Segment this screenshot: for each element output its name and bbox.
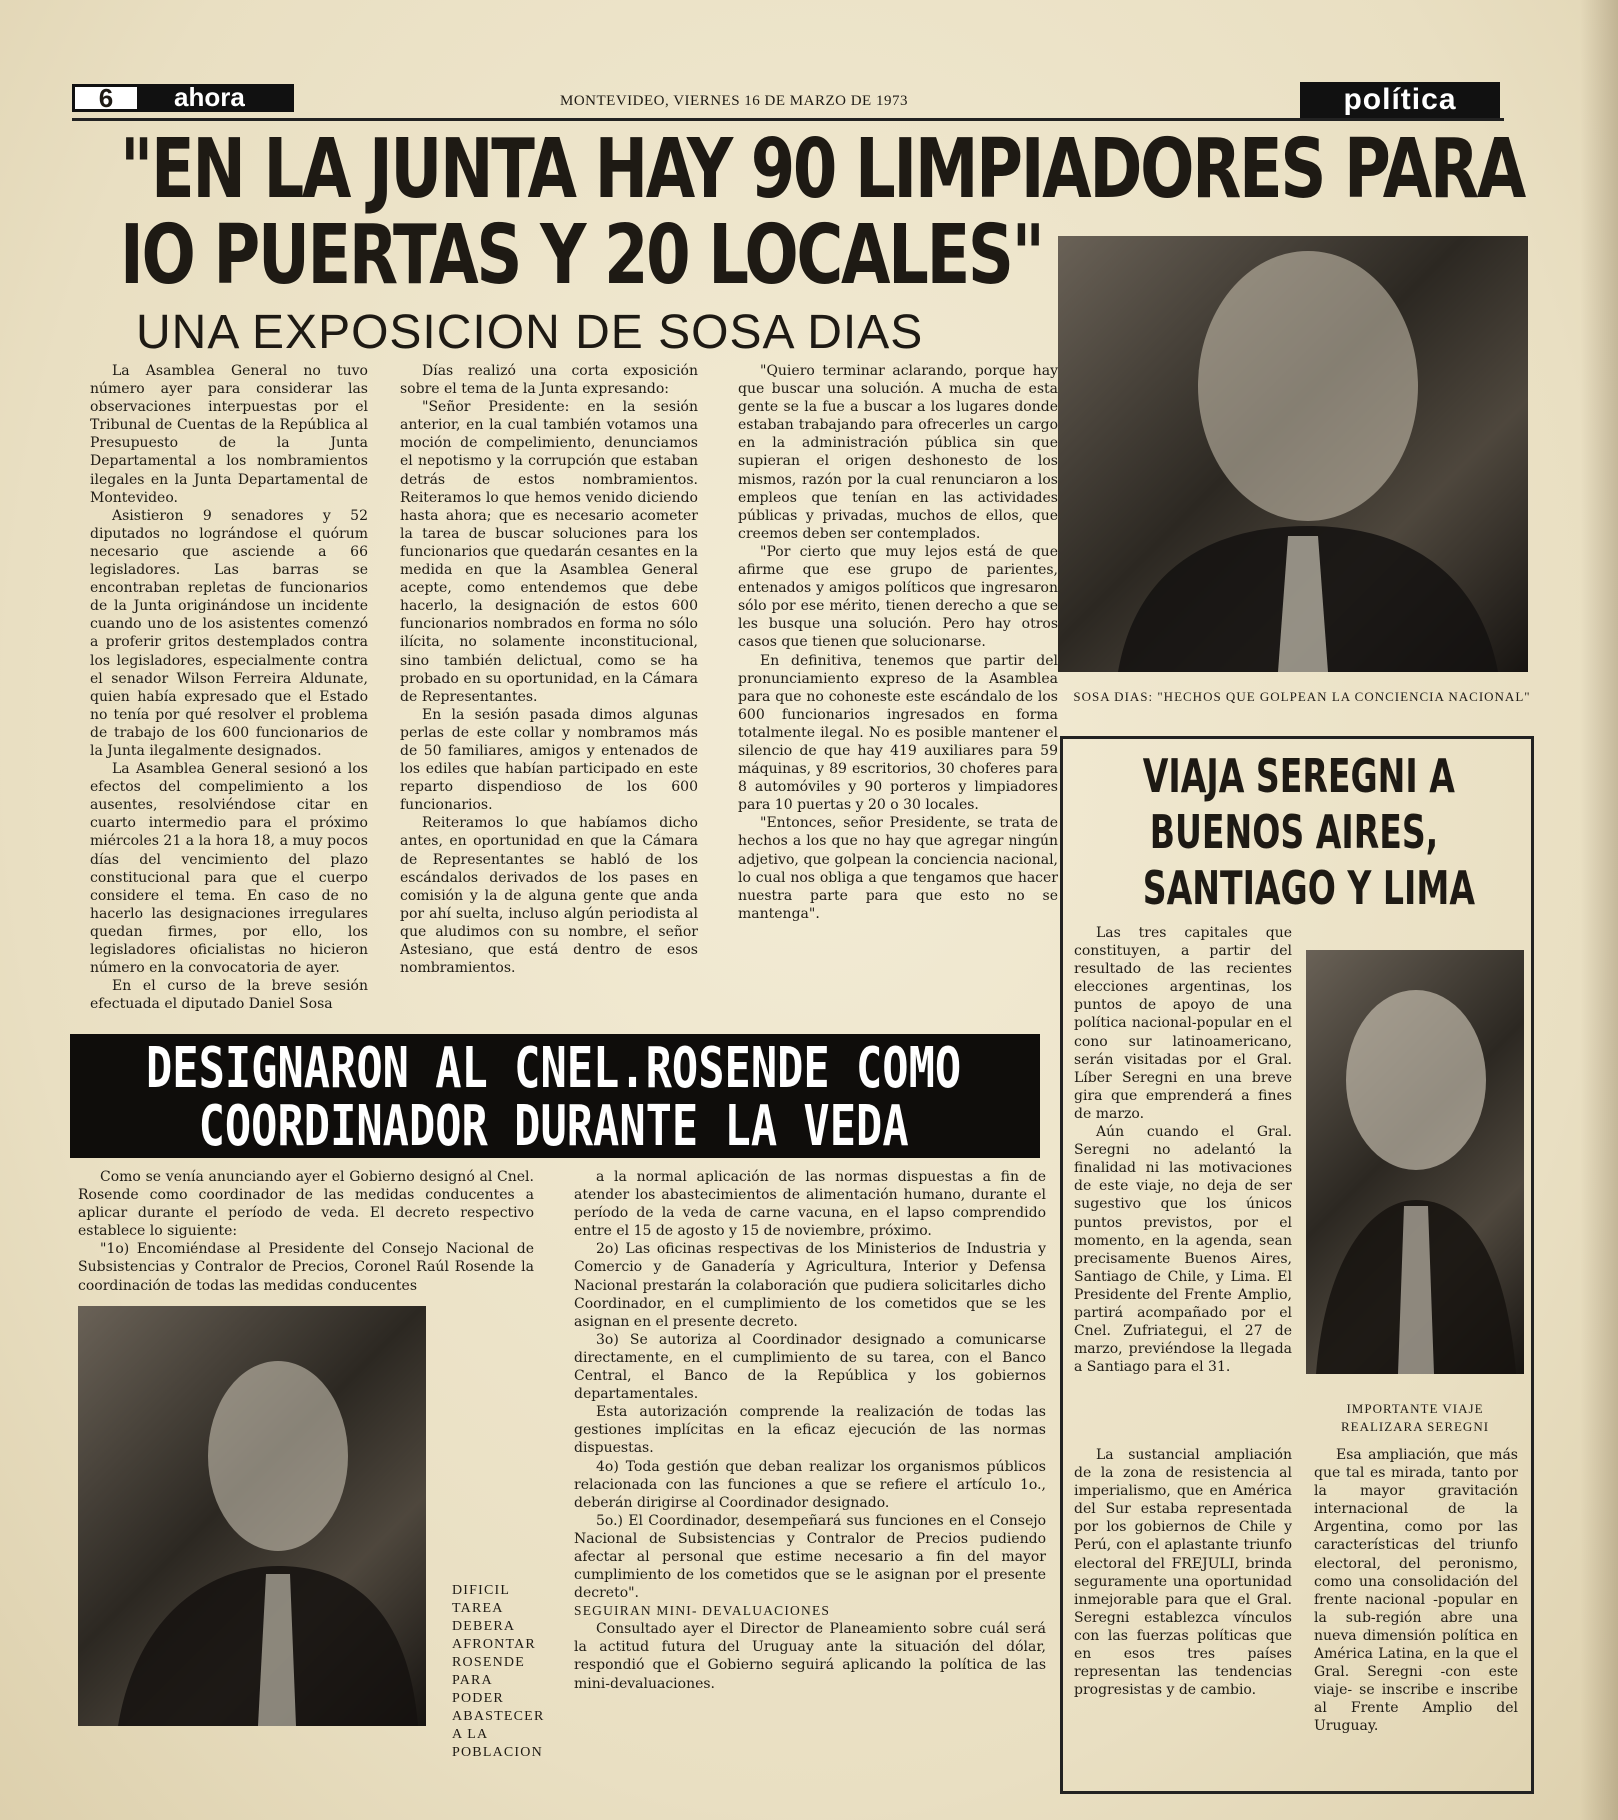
page-number: 6: [72, 84, 140, 112]
paragraph: "Señor Presidente: en la sesión anterior, en la cual también votamos una moción de compelimiento, denunciamos el nepotismo y la corrupción que estaban detrás de estos nombramientos. Reiteramos lo que hemos venido diciendo hasta ahora; que es necesario acometer la tarea de buscar soluciones para los funcionarios que quedarán cesantes en la medida en que la Asamblea General acepte, como entendemos que debe hacerlo, la designación de estos 600 funcionarios nombrados en forma no sólo ilícita, no solamente inconstitucional, sino también delictual, como se ha probado en su oportunidad, en la Cámara de Representantes.: [400, 399, 698, 705]
subhead: SEGUIRAN MINI- DEVALUACIONES: [574, 1603, 831, 1619]
paragraph: "Por cierto que muy lejos está de que afirme que ese grupo de parientes, entenados y amigos políticos que ingresaron sólo por ese mérito, tienen derecho a que se les busque una solución. Pero hay otros casos que tienen que solucionarse.: [738, 543, 1058, 651]
paragraph: 2o) Las oficinas respectivas de los Ministerios de Industria y Comercio y de Ganadería y Agricultura, Interior y Defensa Nacional prestarán la colaboración que pudiera solicitarles dicho Coordinador, en el cumplimiento de los cometidos que se les asignan en el presente decreto.: [574, 1241, 1046, 1330]
sidebar-headline-line: SANTIAGO Y LIMA: [1142, 861, 1475, 915]
paragraph: Como se venía anunciando ayer el Gobierno designó al Cnel. Rosende como coordinador de las medidas conducentes a aplicar durante el período de veda. El decreto respectivo establece lo siguiente:: [78, 1169, 534, 1240]
section-label: política: [1300, 82, 1500, 118]
story2-column-1: [78, 1168, 534, 1295]
photo-caption: SOSA DIAS: "HECHOS QUE GOLPEAN LA CONCIENCIA NACIONAL": [1073, 689, 1531, 704]
paragraph: Aún cuando el Gral. Seregni no adelantó la finalidad ni las motivaciones de este viaje, no deja de ser sugestivo que los únicos puntos previstos, por el momento, en la agenda, sean precisamente Buenos Aires, Santiago de Chile, y Lima. El Presidente del Frente Amplio, partirá acompañado por el Cnel. Zufriategui, el 27 de marzo, previéndose la llegada a Santiago para el 31.: [1074, 1124, 1292, 1376]
paragraph: Consultado ayer el Director de Planeamiento sobre cuál será la actitud futura del Uruguay ante la situación del dólar, respondió que el Gobierno seguirá aplicando la política de las mini-devaluaciones.: [574, 1621, 1046, 1692]
sidebar-headline-line: VIAJA SEREGNI A: [1142, 749, 1455, 803]
paragraph: "Entonces, señor Presidente, se trata de hechos a los que no hay que agregar ningún adjetivo, que golpean la conciencia nacional, lo cual nos obliga a que tengamos que hacer nuestra parte para que esto no se mantenga".: [738, 815, 1058, 922]
caption-line: PARA: [452, 1673, 493, 1688]
sidebar-column-1-bottom: [1074, 1446, 1292, 1699]
portrait-silhouette-icon: [1058, 236, 1528, 672]
photo-caption: [452, 1582, 572, 1762]
masthead-rule: [72, 118, 1504, 121]
page-edge-shadow: [1580, 0, 1618, 1820]
dateline: MONTEVIDEO, VIERNES 16 DE MARZO DE 1973: [560, 93, 908, 109]
paragraph: 5o.) El Coordinador, desempeñará sus funciones en el Consejo Nacional de Subsistencias y Contralor de Precios pudiendo afectar al personal que estime necesario a fin del mayor cumplimiento de los cometidos que se le asignan por el presente decreto".: [574, 1512, 1046, 1602]
caption-line: ROSENDE: [452, 1655, 525, 1670]
portrait-silhouette-icon: [78, 1306, 426, 1726]
story2-headline-line-1: DESIGNARON AL CNEL.ROSENDE COMO: [145, 1036, 962, 1101]
paragraph: La Asamblea General no tuvo número ayer para considerar las observaciones interpuestas por el Tribunal de Cuentas de la República al Presupuesto de la Junta Departamental a los nombramientos ilegales en la Junta Departamental de Montevideo.: [90, 363, 368, 506]
story1-column-2: [400, 362, 698, 977]
paragraph: La Asamblea General sesionó a los efectos del compelimiento a los ausentes, resolviéndose citar en cuarto intermedio para el próximo miércoles 21 a la hora 18, a muy pocos días del vencimiento del plazo constitucional para que el cuerpo considere el tema. En caso de no hacerlo las designaciones irregulares quedan firmes, por ello, los legisladores oficialistas no hicieron número en la convocatoria de ayer.: [90, 761, 368, 977]
caption-line: AFRONTAR: [452, 1637, 536, 1652]
paragraph: Días realizó una corta exposición sobre el tema de la Junta expresando:: [400, 363, 698, 398]
paragraph: En el curso de la breve sesión efectuada el diputado Daniel Sosa: [90, 978, 368, 1013]
caption-line: DEBERA: [452, 1619, 516, 1634]
sidebar-column-2-bottom: [1314, 1446, 1518, 1736]
seregni-photo: [1306, 950, 1524, 1374]
paragraph: La sustancial ampliación de la zona de resistencia al imperialismo, que en América del Sur estaba representada por los gobiernos de Chile y Perú, con el aplastante triunfo electoral del FREJULI, brinda seguramente una oportunidad inmejorable para que el Gral. Seregni establezca vínculos con las fuerzas políticas que en esos tres países representan las tendencias progresistas y de cambio.: [1074, 1447, 1292, 1699]
paragraph: Asistieron 9 senadores y 52 diputados no lográndose el quórum necesario que asciende a 66 legisladores. Las barras se encontraban repletas de funcionarios de la Junta originándose un incidente cuando uno de los asistentes comenzó a proferir gritos destemplados contra los legisladores, especialmente contra el senador Wilson Ferreira Aldunate, quien había expresado que el Estado no tenía por qué resolver el problema de trabajo de los 600 funcionarios de la Junta ilegalmente designados.: [90, 507, 368, 759]
paragraph: En definitiva, tenemos que partir del pronunciamiento expreso de la Asamblea para que no cohoneste este escándalo de los 600 funcionarios ingresados en forma totalmente ilegal. No es posible mantener el silencio de que hay 419 auxiliares para 59 máquinas, y 89 escritorios, 30 choferes para 8 automóviles y 90 porteros y limpiadores para 10 puertas y 20 o 30 locales.: [738, 652, 1058, 814]
paragraph: 3o) Se autoriza al Coordinador designado a comunicarse directamente, en el cumplimiento de su tarea, con el Banco Central, el Banco de la República y los gobiernos departamentales.: [574, 1331, 1046, 1403]
paragraph: Esa ampliación, que más que tal es mirada, tanto por la mayor gravitación internacional de la Argentina, como por las características del triunfo electoral, del peronismo, como una consolidación del frente nacional -popular en la sub-región abre una nueva dimensión política en América Latina, en la que el Gral. Seregni -con este viaje- se inscribe e inscribe al Frente Amplio del Uruguay.: [1314, 1447, 1518, 1735]
story1-column-3: [738, 362, 1058, 923]
subheadline: UNA EXPOSICION DE SOSA DIAS: [136, 306, 924, 359]
paragraph: "Quiero terminar aclarando, porque hay que buscar una solución. A mucha de esta gente se la fue a buscar a los lugares donde estaban trabajando para ofrecerles un cargo en la administración pública sin que supieran el origen deshonesto de los mismos, razón por la cual renunciaron a los empleos que tenían en las actividades públicas y privadas, muchos de ellos, que creemos deben ser contemplados.: [738, 363, 1058, 542]
headline-line-1: "EN LA JUNTA HAY 90 LIMPIADORES PARA: [120, 122, 1524, 217]
caption-line: TAREA: [452, 1601, 504, 1616]
story2-column-2: [574, 1168, 1046, 1693]
sidebar-column-1: [1074, 924, 1292, 1376]
paragraph: Las tres capitales que constituyen, a partir del resultado de las recientes elecciones argentinas, los puntos de apoyo de una política nacional-popular en el cono sur latinoamericano, serán visitadas por el Gral. Líber Seregni en una breve gira que emprenderá a fines de marzo.: [1074, 925, 1292, 1122]
photo-caption: IMPORTANTE VIAJE REALIZARA SEREGNI: [1340, 1401, 1490, 1434]
paragraph: "1o) Encomiéndase al Presidente del Consejo Nacional de Subsistencias y Contralor de Precios, Coronel Raúl Rosende la coordinación de todas las medidas conducentes: [78, 1241, 534, 1294]
story2-headline-line-2: COORDINADOR DURANTE LA VEDA: [198, 1094, 909, 1159]
caption-line: A LA: [452, 1727, 489, 1742]
sidebar-headline: [1142, 748, 1475, 916]
rosende-photo: [78, 1306, 426, 1726]
paragraph: Esta autorización comprende la realización de todas las gestiones implícitas en la eficaz ejecución de las normas dispuestas.: [574, 1404, 1046, 1457]
caption-line: POBLACION: [452, 1745, 543, 1760]
paper-name: ahora: [140, 84, 294, 112]
paragraph: a la normal aplicación de las normas dispuestas a fin de atender los abastecimientos de alimentación humano, durante el período de la veda de carne vacuna, en el lapso comprendido entre el 15 de agosto y 15 de noviembre, próximo.: [574, 1169, 1046, 1240]
story1-column-1: [90, 362, 368, 1013]
caption-line: DIFICIL: [452, 1583, 511, 1598]
portrait-silhouette-icon: [1306, 950, 1524, 1374]
paragraph: Reiteramos lo que habíamos dicho antes, en oportunidad en que la Cámara de Representantes se habló de los escándalos derivados de los pases en comisión y la de alguna gente que anda por ahí suelta, incluso algún periodista al que aludimos con su nombre, el señor Astesiano, que está dentro de esos nombramientos.: [400, 815, 698, 977]
paragraph: En la sesión pasada dimos algunas perlas de este collar y nombramos más de 50 familiares, amigos y entenados de los ediles que habían participado en este reparto dispendioso de los 600 funcionarios.: [400, 706, 698, 814]
caption-line: PODER: [452, 1691, 504, 1706]
sosa-dias-photo: [1058, 236, 1528, 672]
headline-line-2: IO PUERTAS Y 20 LOCALES": [120, 208, 1043, 303]
sidebar-headline-line: BUENOS AIRES,: [1149, 805, 1439, 859]
paragraph: 4o) Toda gestión que deban realizar los organismos públicos relacionada con las funciones a que se refiere el artículo 1o., deberán dirigirse al Coordinador designado.: [574, 1458, 1046, 1511]
caption-line: ABASTECER: [452, 1709, 545, 1724]
